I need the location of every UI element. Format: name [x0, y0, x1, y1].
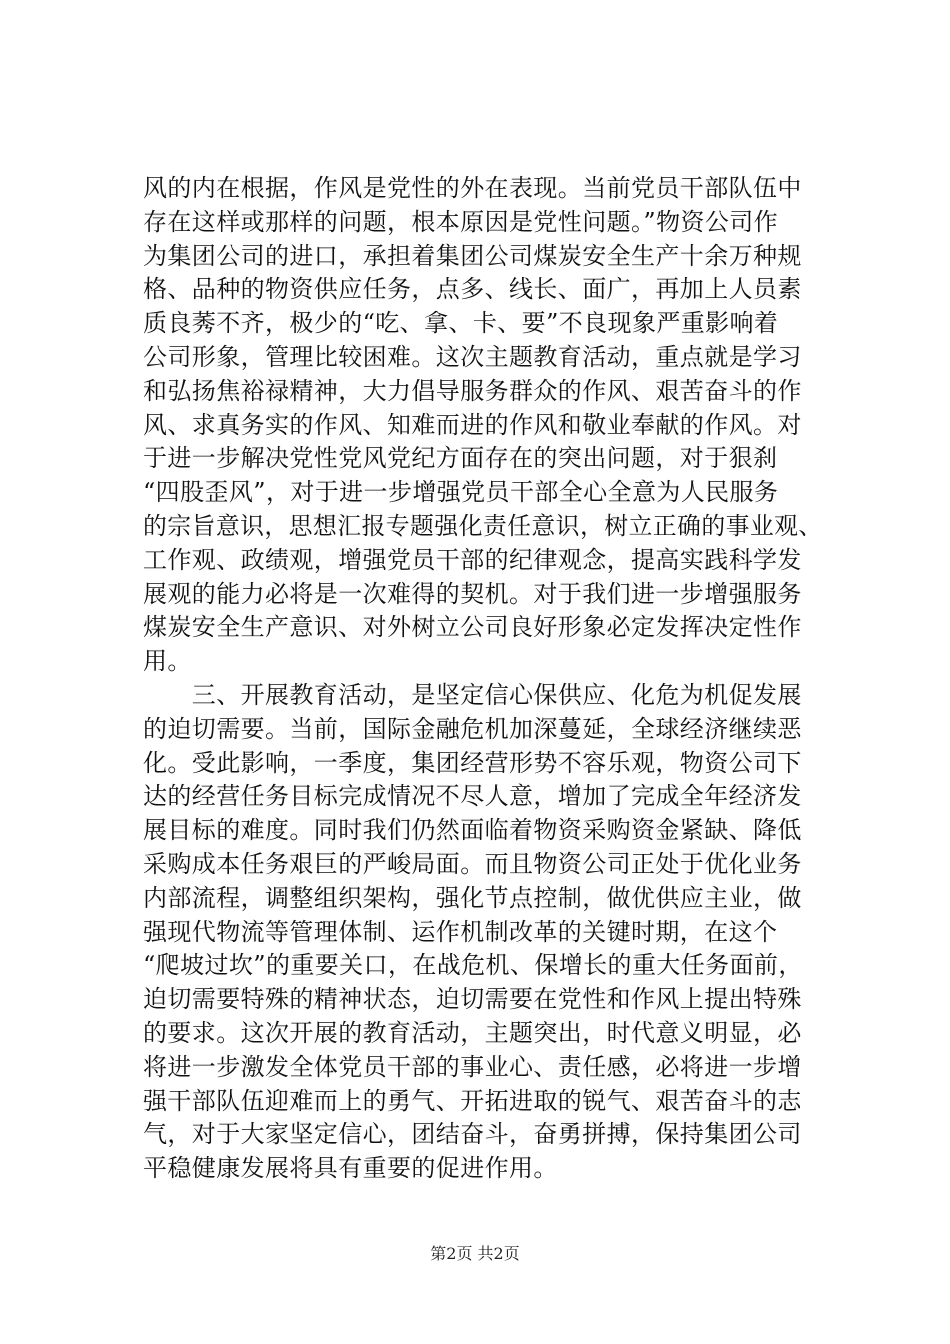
text-line: 的迫切需要。当前，国际金融危机加深蔓延，全球经济继续恶 [143, 714, 802, 743]
text-line: “爬坡过坎”的重要关口，在战危机、保增长的重大任务面前， [143, 951, 803, 980]
text-line: 用。 [143, 647, 192, 676]
text-line: 于进一步解决党性党风党纪方面存在的突出问题，对于狠刹 [143, 444, 778, 473]
text-line: 风的内在根据，作风是党性的外在表现。当前党员干部队伍中 [143, 174, 802, 202]
text-line: 采购成本任务艰巨的严峻局面。而且物资公司正处于优化业务 [143, 849, 802, 878]
text-line: 存在这样或那样的问题，根本原因是党性问题。”物资公司作 [143, 207, 779, 236]
text-line: 化。受此影响，一季度，集团经营形势不容乐观，物资公司下 [143, 748, 802, 777]
text-line: 强干部队伍迎难而上的勇气、开拓进取的锐气、艰苦奋斗的志 [143, 1086, 802, 1115]
text-line: 达的经营任务目标完成情况不尽人意，增加了完成全年经济发 [143, 782, 802, 811]
text-line: 展观的能力必将是一次难得的契机。对于我们进一步增强服务 [143, 579, 802, 608]
text-line: 迫切需要特殊的精神状态，迫切需要在党性和作风上提出特殊 [143, 985, 802, 1014]
text-line: 将进一步激发全体党员干部的事业心、责任感，必将进一步增 [143, 1052, 802, 1081]
text-line: 平稳健康发展将具有重要的促进作用。 [143, 1154, 558, 1183]
text-line: 三、开展教育活动，是坚定信心保供应、化危为机促发展 [143, 680, 802, 709]
text-line: 为集团公司的进口，承担着集团公司煤炭安全生产十余万种规 [143, 241, 802, 270]
text-line: 风、求真务实的作风、知难而进的作风和敬业奉献的作风。对 [143, 410, 802, 439]
text-line: 气，对于大家坚定信心，团结奋斗，奋勇拼搏，保持集团公司 [143, 1120, 802, 1149]
text-line: 和弘扬焦裕禄精神，大力倡导服务群众的作风、艰苦奋斗的作 [143, 376, 802, 405]
text-line: 格、品种的物资供应任务，点多、线长、面广，再加上人员素 [143, 275, 802, 304]
document-body [143, 172, 823, 1186]
text-line: 的要求。这次开展的教育活动，主题突出，时代意义明显，必 [143, 1018, 802, 1047]
text-line: 展目标的难度。同时我们仍然面临着物资采购资金紧缺、降低 [143, 816, 802, 845]
text-line: “四股歪风”，对于进一步增强党员干部全心全意为人民服务 [143, 478, 779, 507]
text-line: 工作观、政绩观，增强党员干部的纪律观念，提高实践科学发 [143, 545, 802, 574]
text-line: 煤炭安全生产意识、对外树立公司良好形象必定发挥决定性作 [143, 613, 802, 642]
text-line: 质良莠不齐，极少的“吃、拿、卡、要”不良现象严重影响着 [143, 309, 779, 338]
text-line: 的宗旨意识，思想汇报专题强化责任意识，树立正确的事业观、 [143, 511, 823, 540]
text-line: 公司形象，管理比较困难。这次主题教育活动，重点就是学习 [143, 342, 802, 371]
text-line: 内部流程，调整组织架构，强化节点控制，做优供应主业，做 [143, 883, 802, 912]
text-line: 强现代物流等管理体制、运作机制改革的关键时期，在这个 [143, 917, 778, 946]
page-footer: 第2页 共2页 [430, 1244, 520, 1263]
